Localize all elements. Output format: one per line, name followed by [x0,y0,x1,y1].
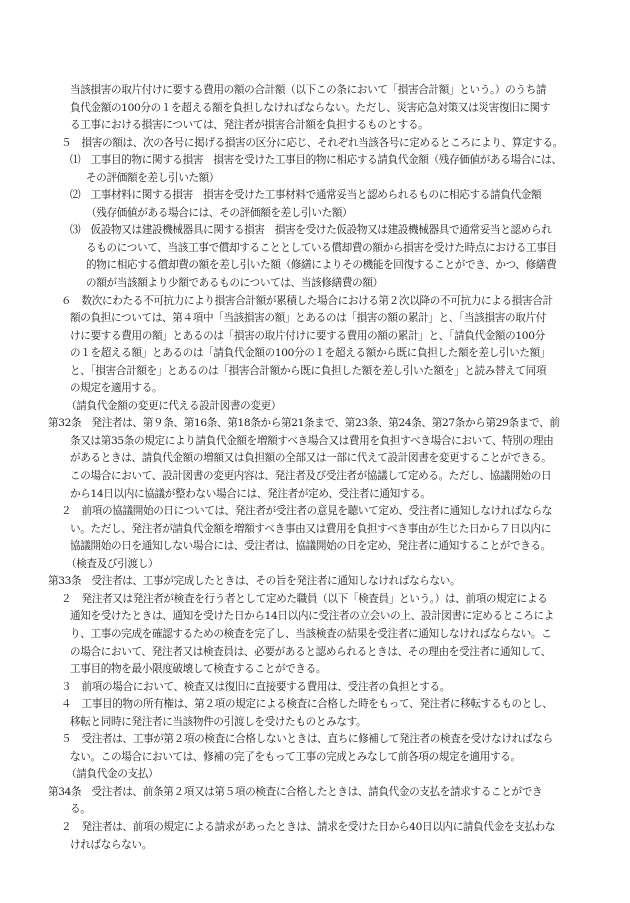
text-line: 移転と同時に発注者に当該物件の引渡しを受けたものとみなす。 [70,715,367,728]
text-line: から14日以内に協議が整わない場合には、発注者が定め、受注者に通知する。 [70,487,431,500]
text-line: ない。この場合においては、修補の完了をもって工事の完成とみなして前各項の規定を適用する。 [70,750,521,763]
text-line: （残存価値がある場合には、その評価額を差し引いた額） [86,206,353,219]
text-line: の場合において、発注者又は検査員は、必要があると認められるときは、その理由を受注者に通知して、 [70,645,552,658]
text-line: ２ 前項の協議開始の日については、発注者が受注者の意見を聴いて定め、受注者に通知しなければならな [61,505,553,518]
text-line: 当該損害の取片付けに要する費用の額の合計額（以下この条において「損害合計額」という。）のうち請 [70,84,547,96]
text-line: い。ただし、発注者が請負代金額を増額すべき事由又は費用を負担すべき事由が生じた日から７日以内に [70,522,552,535]
text-line: 条又は第35条の規定により請負代金額を増額すべき場合又は費用を負担すべき場合において、特別の理由 [70,434,554,447]
text-line: その評価額を差し引いた額） [86,171,220,184]
text-line: と、「損害合計額を」とあるのは「損害合計額から既に負担した額を差し引いた額を」と読み替えて同項 [70,364,547,377]
text-line: （請負代金額の変更に代える設計図書の変更） [66,399,282,412]
text-line: けに要する費用の額」とあるのは「損害の取片付けに要する費用の額の累計」と、「請負代金額の100分 [70,329,545,342]
text-line: この場合において、設計図書の変更内容は、発注者及び受注者が協議して定める。ただし、協議開始の日 [70,470,552,483]
text-line: の額が当該額より少額であるものについては、当該修繕費の額） [86,277,383,290]
text-line: ３ 前項の場合において、検査又は復旧に直接要する費用は、受注者の負担とする。 [61,680,451,693]
text-line: り、工事の完成を確認するための検査を完了し、当該検査の結果を受注者に通知しなければならない。こ [70,627,552,640]
text-line: 第32条 発注者は、第９条、第16条、第18条から第21条まで、第23条、第24条、第27条から第29条まで、前 [48,417,560,430]
text-line: ⑵ 工事材料に関する損害 損害を受けた工事材料で通常妥当と認められるものに相応する請負代金額 [70,189,542,202]
text-line: の規定を適用する。 [70,382,163,395]
text-line: ６ 数次にわたる不可抗力により損害合計額が累積した場合における第２次以降の不可抗力による損害合計 [61,294,553,307]
text-line: ２ 発注者又は発注者が検査を行う者として定めた職員（以下「検査員」という。）は、前項の規定による [61,592,548,605]
text-line: ⑴ 工事目的物に関する損害 損害を受けた工事目的物に相応する請負代金額（残存価値がある場合には、 [70,154,562,167]
text-line: ５ 損害の額は、次の各号に掲げる損害の区分に応じ、それぞれ当該各号に定めるところにより、算定する。 [61,136,563,149]
text-line: 通知を受けたときは、通知を受けた日から14日以内に受注者の立会いの上、設計図書に定めるところによ [70,610,554,623]
text-line: ければならない。 [70,838,152,851]
text-line: る。 [70,803,91,816]
text-line: ４ 工事目的物の所有権は、第２項の規定による検査に合格した時をもって、発注者に移転するものとし、 [61,698,553,711]
text-line: 第34条 受注者は、前条第２項又は第５項の検査に合格したときは、請負代金の支払を請求することができ [48,785,543,798]
text-line: 的物に相応する償却費の額を差し引いた額（修繕によりその機能を回復することができ、かつ、修繕費 [86,259,557,272]
text-line: 工事目的物を最小限度破壊して検査することができる。 [70,663,327,676]
text-line: ５ 受注者は、工事が第２項の検査に合格しないときは、直ちに修補して発注者の検査を受けなければなら [61,733,553,746]
text-line: （請負代金の支払） [66,768,159,781]
text-line: の１を超える額」とあるのは「請負代金額の100分の１を超える額から既に負担した額を差し引いた額」 [70,347,551,360]
text-line: があるときは、請負代金額の増額又は負担額の全部又は一部に代えて設計図書を変更することができる。 [70,452,552,465]
text-line: るものについて、当該工事で償却することとしている償却費の額から損害を受けた時点における工事目 [86,241,557,254]
text-line: （検査及び引渡し） [66,557,159,570]
text-line: 額の負担については、第４項中「当該損害の額」とあるのは「損害の額の累計」と、「当該損害の取片付 [70,312,546,325]
text-line: る工事における損害については、発注者が損害合計額を負担するものとする。 [70,119,429,132]
text-line: 第33条 受注者は、工事が完成したときは、その旨を発注者に通知しなければならない。 [48,575,461,588]
text-line: 負代金額の100分の１を超える額を負担しなければならない。ただし、災害応急対策又は災害復旧に関す [70,101,551,114]
text-line: ２ 発注者は、前項の規定による請求があったときは、請求を受けた日から40日以内に請負代金を支払わな [61,820,556,833]
text-line: 協議開始の日を通知しない場合には、受注者は、協議開始の日を定め、発注者に通知することができる。 [70,540,552,553]
text-line: ⑶ 仮設物又は建設機械器具に関する損害 損害を受けた仮設物又は建設機械器具で通常妥当と認められ [70,224,552,237]
